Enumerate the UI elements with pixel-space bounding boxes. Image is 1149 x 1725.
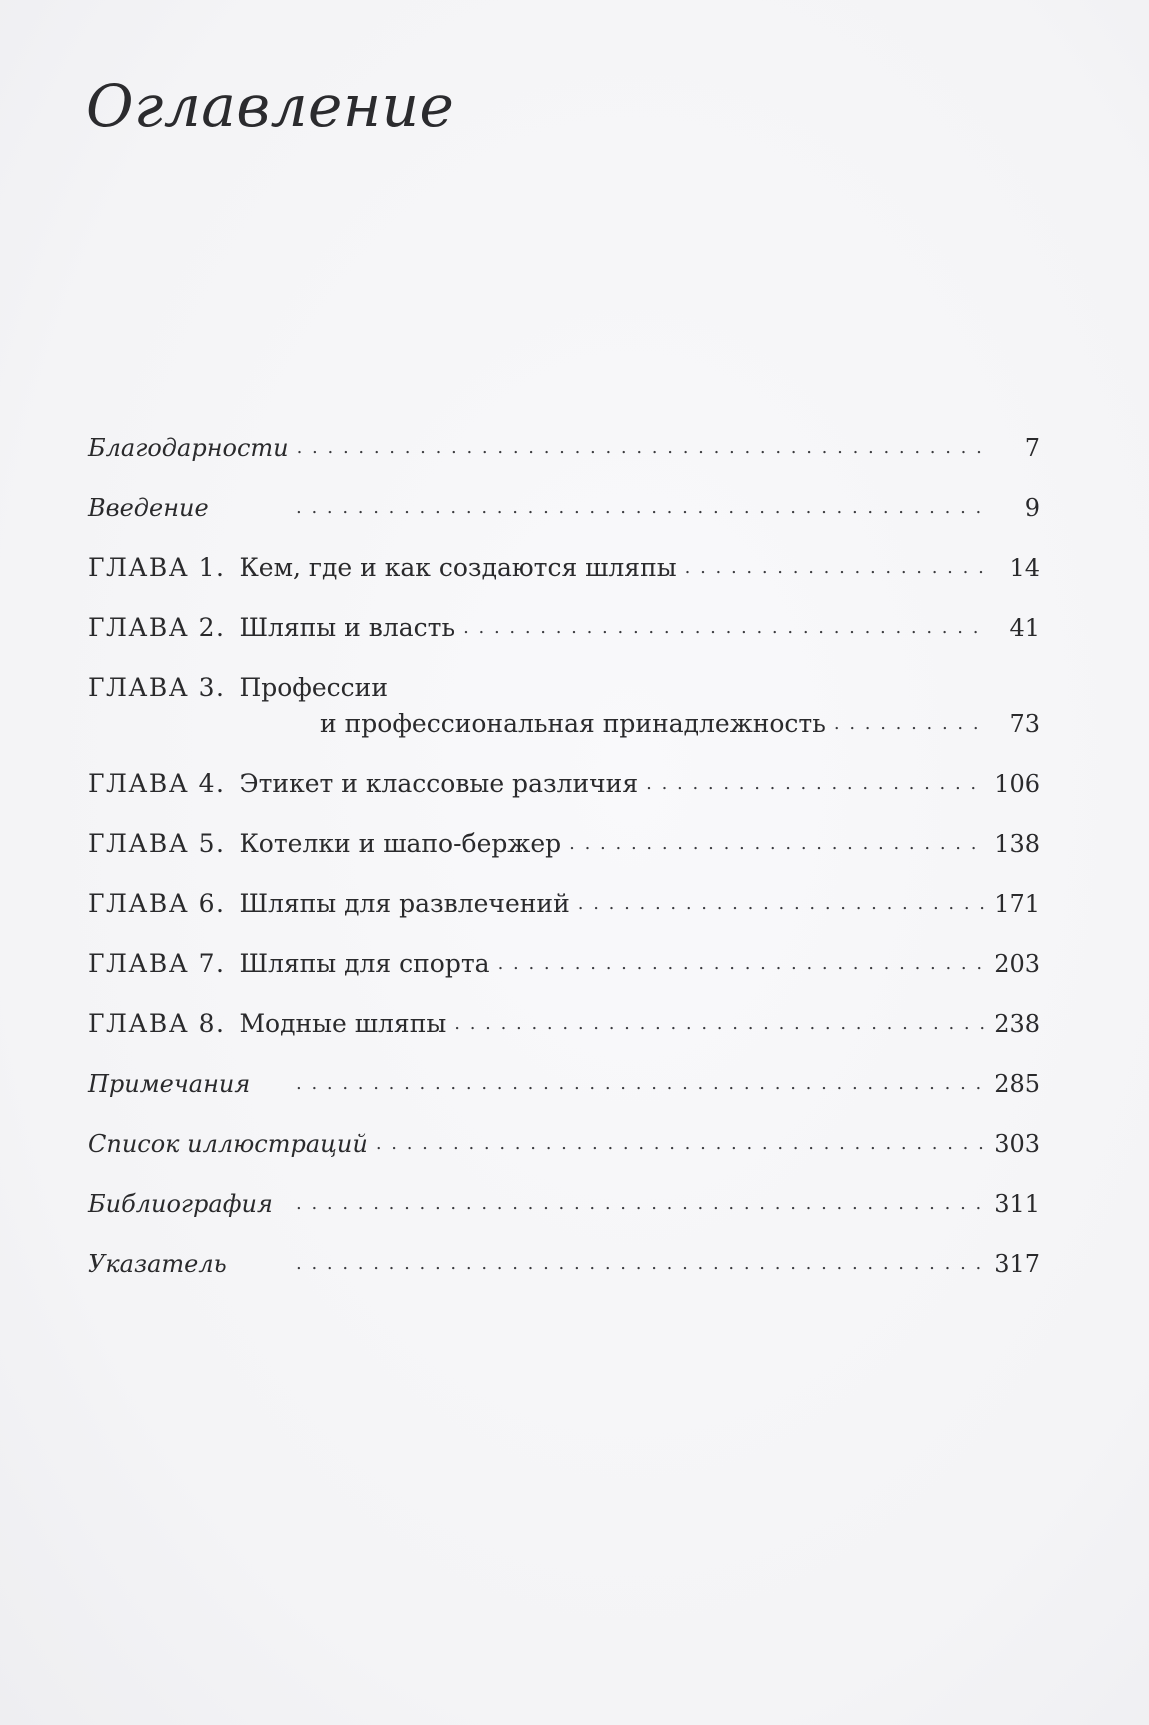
chapter-number: ГЛАВА 8. — [88, 1009, 226, 1038]
toc-entry-page: 317 — [994, 1250, 1040, 1278]
dot-leader — [578, 888, 984, 920]
toc-entry-label: Котелки и шапо-бержер — [239, 829, 562, 858]
toc-entry-chapter-6[interactable] — [88, 888, 1040, 923]
toc-entry-label: Шляпы для развлечений — [239, 889, 570, 918]
toc-entry-label: Список иллюстраций — [88, 1130, 368, 1158]
page-title: Оглавление — [86, 72, 455, 140]
dot-leader — [498, 948, 984, 980]
toc-entry-chapter-5[interactable] — [88, 828, 1040, 863]
chapter-number: ГЛАВА 3. — [88, 673, 226, 702]
toc-entry-label: Введение — [88, 494, 209, 522]
toc-entry-illustrations[interactable] — [88, 1128, 1040, 1163]
toc-entry-page: 171 — [994, 890, 1040, 918]
toc-entry-label: Указатель — [88, 1250, 227, 1278]
toc-entry-chapter-1[interactable] — [88, 552, 1040, 587]
toc-entry-label: Кем, где и как создаются шляпы — [239, 553, 677, 582]
toc-entry-label: Шляпы и власть — [239, 613, 456, 642]
dot-leader — [463, 612, 984, 644]
toc-entry-page: 285 — [994, 1070, 1040, 1098]
table-of-contents — [88, 432, 1040, 1308]
toc-entry-first-line — [88, 672, 1040, 704]
toc-entry-page: 7 — [1024, 434, 1040, 462]
toc-entry-chapter-8[interactable] — [88, 1008, 1040, 1043]
dot-leader — [454, 1008, 984, 1040]
dot-leader — [296, 1068, 984, 1100]
chapter-number: ГЛАВА 6. — [88, 889, 226, 918]
chapter-number: ГЛАВА 2. — [88, 613, 226, 642]
dot-leader — [834, 708, 984, 740]
dot-leader — [297, 432, 984, 464]
dot-leader — [296, 1188, 984, 1220]
toc-entry-label: Этикет и классовые различия — [239, 769, 639, 798]
toc-entry-page: 238 — [994, 1010, 1040, 1038]
dot-leader — [569, 828, 984, 860]
toc-entry-label: Благодарности — [88, 434, 289, 462]
chapter-number: ГЛАВА 7. — [88, 949, 226, 978]
toc-entry-introduction[interactable] — [88, 492, 1040, 527]
chapter-number: ГЛАВА 1. — [88, 553, 226, 582]
dot-leader — [376, 1128, 984, 1160]
toc-entry-label-continued: и профессиональная принадлежность — [320, 709, 826, 738]
toc-entry-index[interactable] — [88, 1248, 1040, 1283]
toc-entry-page: 203 — [994, 950, 1040, 978]
toc-entry-label: Примечания — [88, 1070, 251, 1098]
toc-entry-label: Профессии — [239, 673, 389, 702]
toc-entry-bibliography[interactable] — [88, 1188, 1040, 1223]
toc-entry-acknowledgements[interactable] — [88, 432, 1040, 467]
dot-leader — [646, 768, 984, 800]
toc-entry-notes[interactable] — [88, 1068, 1040, 1103]
toc-entry-chapter-4[interactable] — [88, 768, 1040, 803]
toc-entry-chapter-2[interactable] — [88, 612, 1040, 647]
chapter-number: ГЛАВА 5. — [88, 829, 226, 858]
toc-entry-page: 73 — [1009, 710, 1040, 738]
dot-leader — [685, 552, 984, 584]
toc-entry-page: 14 — [1009, 554, 1040, 582]
dot-leader — [296, 492, 984, 524]
toc-entry-page: 303 — [994, 1130, 1040, 1158]
dot-leader — [296, 1248, 984, 1280]
toc-entry-second-line — [88, 708, 1040, 743]
toc-entry-page: 311 — [994, 1190, 1040, 1218]
toc-entry-page: 9 — [1024, 494, 1040, 522]
toc-entry-chapter-3[interactable] — [88, 672, 1040, 743]
chapter-number: ГЛАВА 4. — [88, 769, 226, 798]
toc-entry-label: Модные шляпы — [239, 1009, 447, 1038]
toc-entry-label: Шляпы для спорта — [239, 949, 490, 978]
toc-entry-page: 138 — [994, 830, 1040, 858]
toc-entry-chapter-7[interactable] — [88, 948, 1040, 983]
toc-entry-page: 106 — [994, 770, 1040, 798]
toc-entry-label: Библиография — [88, 1190, 273, 1218]
toc-entry-page: 41 — [1009, 614, 1040, 642]
